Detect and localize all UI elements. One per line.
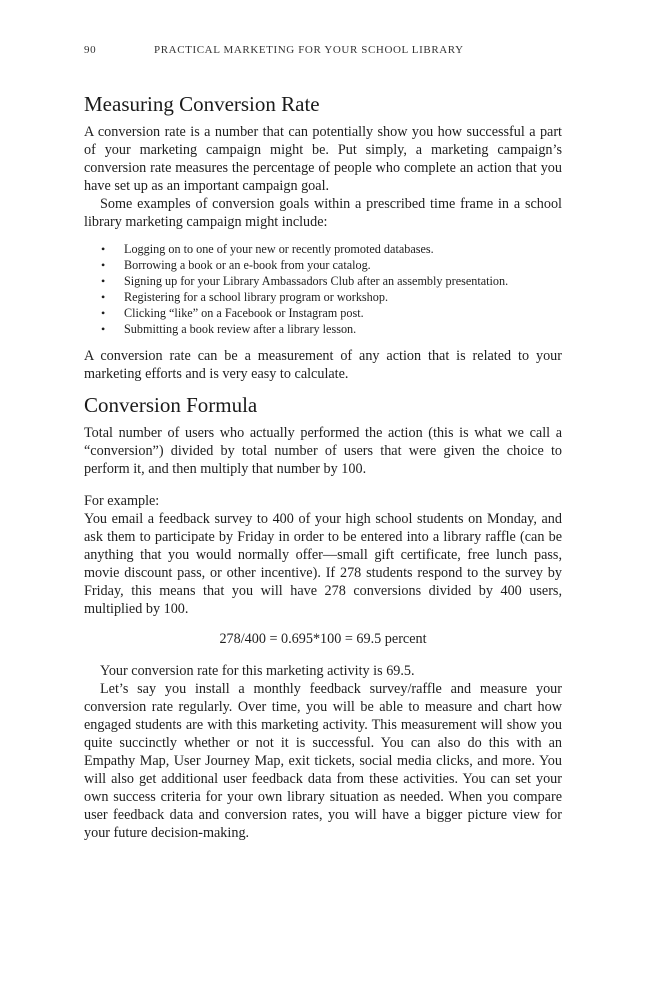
paragraph-conversion-rate-intro: A conversion rate is a number that can potentially show you how successful a part of your marketing campaign might be. Put simply, a marketing campaign’s conversion rate measures the percentage of people who complete an action that you have set up as an important campaign goal. [84,124,562,194]
bullet-icon: • [101,322,106,336]
list-item [84,257,562,273]
paragraph-conversion-result: Your conversion rate for this marketing activity is 69.5. [100,663,415,679]
formula-equation: 278/400 = 0.695*100 = 69.5 percent [219,631,427,647]
list-item-text: Borrowing a book or an e-book from your catalog. [124,258,371,272]
list-item-text: Registering for a school library program or workshop. [124,290,389,304]
list-item [84,289,562,305]
list-item-text: Logging on to one of your new or recently promoted databases. [124,242,434,256]
paragraph-conversion-rate-summary: A conversion rate can be a measurement of any action that is related to your marketing efforts and is very easy to calculate. [84,348,562,382]
list-item-text: Clicking “like” on a Facebook or Instagram post. [124,306,364,320]
section-spacer [84,383,562,391]
paragraph-example: You email a feedback survey to 400 of your high school students on Monday, and ask them to participate by Friday in order to be entered into a library raffle (can be anything that you would normally offer—small gift certificate, free lunch pass, movie discount pass, or other incentive). If 278 students respond to the survey by Friday, this means that you will have 278 conversions divided by 400 users, multiplied by 100. [84,511,562,617]
list-item-text: Submitting a book review after a library lesson. [124,322,357,336]
list-item-text: Signing up for your Library Ambassadors Club after an assembly presentation. [124,274,509,288]
section-heading-conversion-formula: Conversion Formula [84,393,258,417]
list-item [84,241,562,257]
running-title: PRACTICAL MARKETING FOR YOUR SCHOOL LIBRARY [154,44,464,56]
list-item [84,305,562,321]
bullet-icon: • [101,258,106,272]
paragraph-monthly-survey: Let’s say you install a monthly feedback survey/raffle and measure your conversion rate regularly. Over time, you will be able to measure and chart how engaged students are with this marketing activity. This measurement will show you quite succinctly whether or not it is successful. You can also do this with an Empathy Map, User Journey Map, exit tickets, social media clicks, and more. You will also get additional user feedback data from these activities. You can set your own success criteria for your own library situation as needed. When you compare user feedback data and conversion rates, you will have a bigger picture view for your future decision-making. [84,681,562,841]
paragraph-conversion-goals-intro: Some examples of conversion goals within a prescribed time frame in a school library marketing campaign might include: [84,196,562,230]
paragraph-formula-definition: Total number of users who actually performed the action (this is what we call a “conversion”) divided by total number of users that were given the choice to perform it, and then multiply that number by 100. [84,425,562,477]
conversion-goals-list [84,241,562,337]
example-label: For example: [84,493,160,509]
list-item [84,273,562,289]
bullet-icon: • [101,306,106,320]
paragraph-spacer [84,478,562,492]
bullet-icon: • [101,242,106,256]
bullet-icon: • [101,274,106,288]
section-heading-measuring-conversion-rate: Measuring Conversion Rate [84,92,320,116]
list-item [84,321,562,337]
page-number: 90 [84,44,97,56]
page-content [84,90,562,842]
bullet-icon: • [101,290,106,304]
